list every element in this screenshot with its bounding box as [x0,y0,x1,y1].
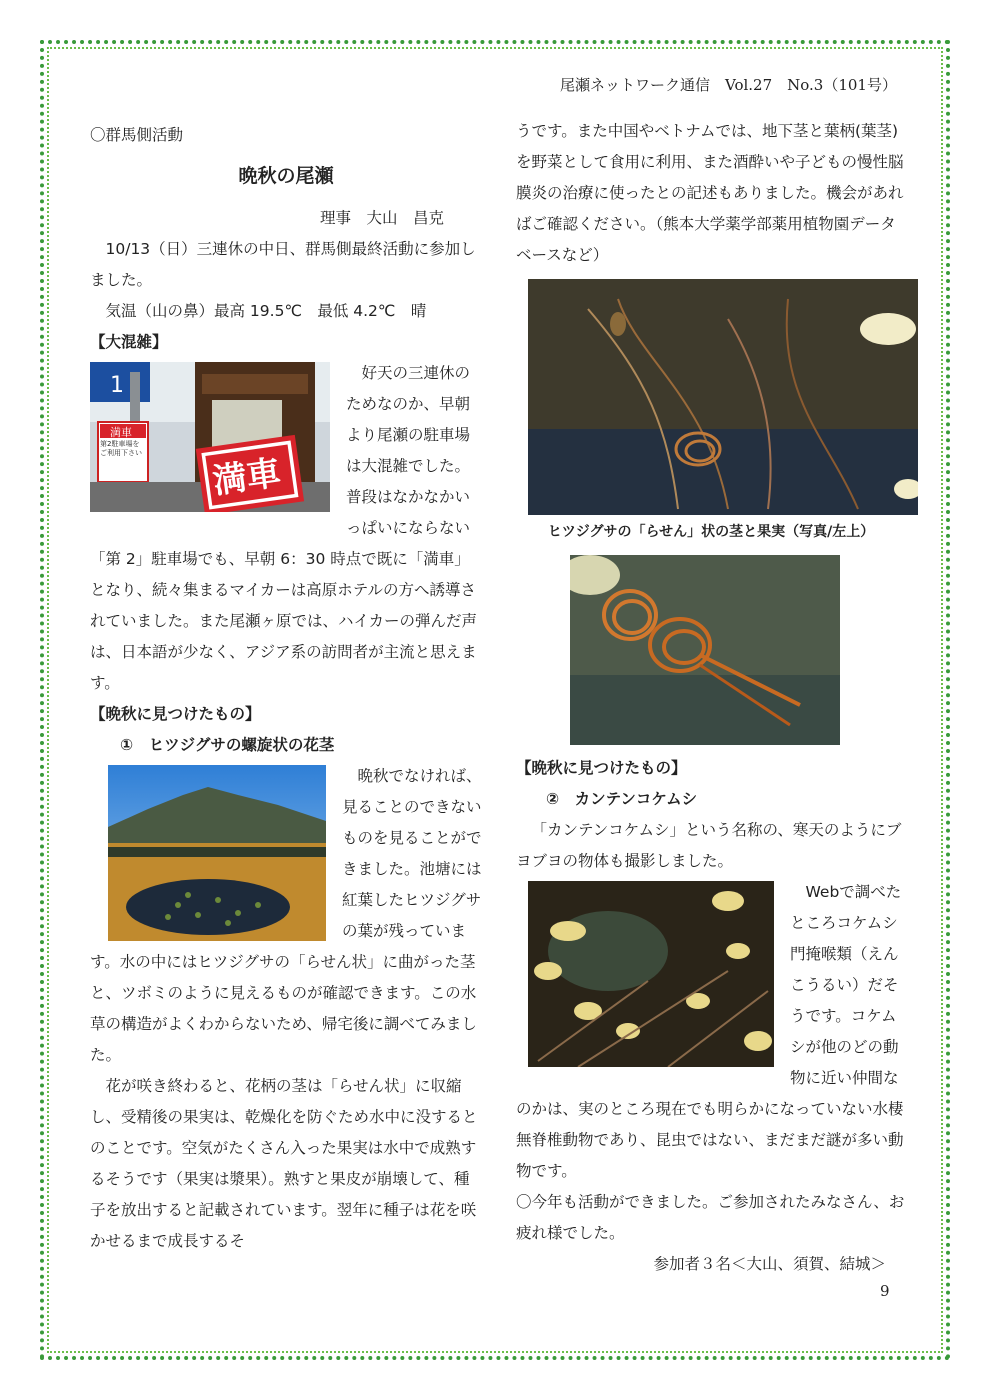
parking-sign-number: 1 [110,373,124,398]
author-line: 理事 大山 昌克 [319,209,444,227]
subsection-heading-waterlily: ① ヒツジグサの螺旋状の花茎 [120,736,335,754]
newsletter-header: 尾瀬ネットワーク通信 Vol.27 No.3（101号） [560,76,897,94]
full-sign-text: 満車 [210,452,284,503]
spiral-photo-image-1 [528,279,918,515]
participants-line: 参加者３名＜大山、須賀、結城＞ [653,1255,886,1273]
section-heading-found-2: 【晩秋に見つけたもの】 [516,759,687,777]
small-sign-title: 満車 [110,426,132,439]
weather-line: 気温（山の鼻）最高 19.5℃ 最低 4.2℃ 晴 [105,302,427,320]
right-column [516,116,906,1280]
article-title: 晩秋の尾瀬 [238,165,334,187]
subsection-heading-bryozoan: ② カンテンコケムシ [546,790,698,808]
section-heading-found: 【晩秋に見つけたもの】 [90,705,261,723]
category-label: 〇群馬側活動 [90,126,184,144]
left-column [90,120,482,1257]
bryozoan-photo [528,881,774,1067]
waterlily-paragraph-1: 晩秋でなければ、見ることのできないものを見ることができました。池塘には紅葉したヒツジグサの葉が残っています。水の中にはヒツジグサの「らせん状」に曲がった茎と、ツボミのように見えるものが確認できます。この水草の構造がよくわからないため、帰宅後に調べてみました。 [90,767,482,1064]
crowd-paragraph: 好天の三連休のためなのか、早朝より尾瀬の駐車場は大混雑でした。普段はなかなかいっぱいにならない「第 2」駐車場でも、早朝 6：30 時点で既に「満車」となり、続々集まるマイカーは高原ホテルの方へ誘導されていました。また尾瀬ヶ原では、ハイカーの弾んだ声は、日本語が少なく、アジア系の訪問者が主流と思えます。 [90,364,478,692]
section-heading-crowd: 【大混雑】 [90,333,168,351]
spiral-photo-image-2 [570,555,840,745]
small-sign-text: 第2駐車場をご利用下さい [100,440,142,457]
parking-photo-image [90,362,330,512]
spiral-stem-photo-2 [570,555,840,745]
waterlily-paragraph-2: 花が咲き終わると、花柄の茎は「らせん状」に収縮し、受精後の果実は、乾燥化を防ぐため水中に没するとのことです。空気がたくさん入った果実は水中で成熟するそうです（果実は漿果）。熟すと果皮が崩壊して、種子を放出すると記載されています。翌年に種子は花を咲かせるまで成長するそ [90,1077,478,1250]
bryozoan-paragraph: Webで調べたところコケムシ門掩喉類（えんこうるい）だそうです。コケムシが他のどの動物に近い仲間なのかは、実のところ現在でも明らかになっていない水棲無脊椎動物であり、昆虫ではない、まだまだ謎が多い動物です。 [516,883,904,1180]
spiral-stem-photo-1 [528,279,918,515]
bryozoan-photo-image [528,881,774,1067]
parking-full-photo [90,362,330,512]
photo-caption: ヒツジグサの「らせん」状の茎と果実（写真/左上） [547,524,875,540]
intro-paragraph: 10/13（日）三連休の中日、群馬側最終活動に参加しました。 [90,240,476,289]
page-number: 9 [880,1282,890,1300]
closing-line: 〇今年も活動ができました。ご参加されたみなさん、お疲れ様でした。 [516,1193,905,1242]
marsh-photo-image [108,765,326,941]
bryozoan-intro: 「カンテンコケムシ」という名称の、寒天のようにブヨブヨの物体も撮影しました。 [516,821,902,870]
marsh-pond-photo [108,765,326,941]
continued-paragraph: うです。また中国やベトナムでは、地下茎と葉柄(葉茎)を野菜として食用に利用、また酒酔いや子どもの慢性脳膜炎の治療に使ったとの記述もありました。機会があればご確認ください。（熊本大学薬学部薬用植物園データベースなど） [516,122,904,264]
